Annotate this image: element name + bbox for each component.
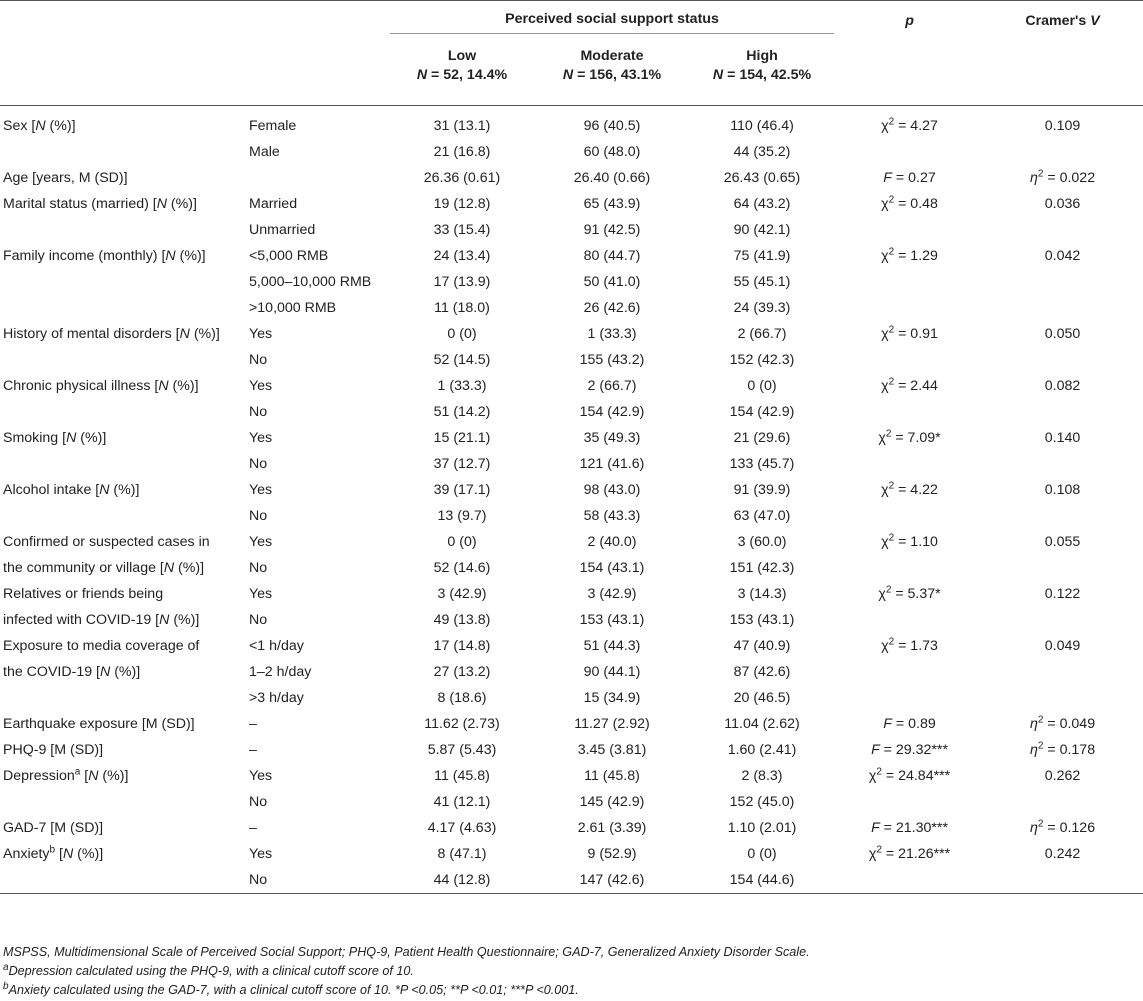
table-row [0, 191, 1143, 217]
row-category: Yes [249, 326, 273, 342]
row-category: No [249, 508, 268, 524]
cell-v: 0.108 [1044, 482, 1081, 498]
row-variable: Exposure to media coverage of [3, 638, 200, 654]
cell-low: 3 (42.9) [437, 586, 487, 602]
cell-v [982, 347, 1143, 373]
cell-low: 11.62 (2.73) [424, 716, 500, 732]
cell-high: 87 (42.6) [733, 664, 791, 680]
group-col-low [387, 37, 537, 106]
cell-p: $\chi^2 = 7.09*$ [878, 428, 941, 446]
cell-v: 0.082 [1044, 378, 1081, 394]
table-row [0, 399, 1143, 425]
cell-p [837, 139, 982, 165]
table-row [0, 373, 1143, 399]
row-variable [0, 295, 247, 321]
row-category: No [249, 456, 268, 472]
cell-v [982, 295, 1143, 321]
cell-high: 64 (43.2) [733, 196, 791, 212]
cell-moderate: 155 (43.2) [579, 352, 645, 368]
cell-high: 1.60 (2.41) [727, 742, 797, 758]
table-row [0, 841, 1143, 867]
row-variable: Relatives or friends being [3, 586, 164, 602]
row-category [247, 165, 387, 191]
cell-moderate: 26 (42.6) [583, 300, 641, 316]
row-variable: Family income (monthly) [N (%)] [3, 248, 206, 264]
cell-high: 110 (46.4) [687, 106, 837, 140]
row-variable [0, 685, 247, 711]
cell-moderate: 58 (43.3) [583, 508, 641, 524]
row-variable: infected with COVID-19 [N (%)] [3, 612, 200, 628]
row-variable: the community or village [N (%)] [3, 560, 205, 576]
table-row [0, 165, 1143, 191]
header-group [387, 1, 837, 38]
cell-high: 90 (42.1) [733, 222, 791, 238]
col-n: N = 156, 43.1% [562, 67, 662, 83]
cell-p: F = 0.27 [883, 170, 936, 186]
cell-low: 24 (13.4) [433, 248, 491, 264]
table-row [0, 659, 1143, 685]
cell-moderate: 11 (45.8) [584, 768, 640, 784]
cell-v: 0.055 [1044, 534, 1081, 550]
cell-p [837, 659, 982, 685]
col-name: High [746, 48, 778, 64]
col-name: Low [447, 48, 477, 64]
cell-high: 2 (66.7) [737, 326, 787, 342]
cell-moderate: 147 (42.6) [537, 867, 687, 894]
cell-high: 91 (39.9) [733, 482, 791, 498]
sub-blank [0, 37, 247, 106]
cell-moderate: 90 (44.1) [583, 664, 641, 680]
table-row [0, 347, 1143, 373]
cell-p [837, 399, 982, 425]
row-variable: GAD-7 [M (SD)] [3, 820, 104, 836]
row-variable [0, 139, 247, 165]
table-row [0, 607, 1143, 633]
cell-v [982, 659, 1143, 685]
col-name: Moderate [580, 48, 644, 64]
cell-high: 26.43 (0.65) [723, 170, 801, 186]
cell-low: 1 (33.3) [437, 378, 487, 394]
cell-high: 1.10 (2.01) [727, 820, 797, 836]
cell-high: 21 (29.6) [733, 430, 791, 446]
col-n: N = 52, 14.4% [416, 67, 508, 83]
row-category: >10,000 RMB [249, 300, 337, 316]
cell-v: $\eta^2 = 0.022$ [1029, 168, 1096, 186]
row-variable [0, 503, 247, 529]
cell-low: 49 (13.8) [433, 612, 491, 628]
row-variable: Confirmed or suspected cases in [3, 534, 210, 550]
cell-p [837, 347, 982, 373]
cell-p [837, 451, 982, 477]
cell-p: F = 21.30*** [871, 820, 948, 836]
cell-high: 11.04 (2.62) [724, 716, 800, 732]
header-blank [247, 1, 387, 38]
cell-v: 0.036 [1044, 196, 1081, 212]
table-row [0, 477, 1143, 503]
table-row [0, 581, 1143, 607]
header-blank [0, 1, 247, 38]
cell-high: 47 (40.9) [733, 638, 791, 654]
row-category: Yes [249, 586, 273, 602]
cell-high: 154 (44.6) [687, 867, 837, 894]
cell-p: $\chi^2 = 21.26***$ [868, 844, 951, 862]
cell-low: 0 (0) [447, 534, 477, 550]
group-label: Perceived social support status [390, 5, 834, 34]
table-row [0, 106, 1143, 140]
cell-v: 0.122 [1044, 586, 1081, 602]
cell-moderate: 2 (66.7) [587, 378, 637, 394]
cell-high: 75 (41.9) [733, 248, 791, 264]
group-col-high [687, 37, 837, 106]
table-row [0, 711, 1143, 737]
cell-moderate: 3.45 (3.81) [577, 742, 647, 758]
row-variable: the COVID-19 [N (%)] [3, 664, 141, 680]
row-variable: Alcohol intake [N (%)] [3, 482, 140, 498]
sub-blank [247, 37, 387, 106]
p-label: p [905, 13, 914, 29]
cell-low: 17 (14.8) [433, 638, 491, 654]
cell-low: 17 (13.9) [433, 274, 491, 290]
row-category: No [249, 352, 268, 368]
cell-high: 152 (42.3) [729, 352, 795, 368]
cell-moderate: 26.40 (0.66) [573, 170, 651, 186]
cell-moderate: 80 (44.7) [583, 248, 641, 264]
cell-v [982, 399, 1143, 425]
cell-p: $\chi^2 = 5.37*$ [878, 584, 941, 602]
cell-p: $\chi^2 = 4.27$ [837, 106, 982, 140]
table-row [0, 269, 1143, 295]
p-header [837, 1, 982, 106]
cell-low: 11 (18.0) [434, 300, 490, 316]
row-category: Female [247, 106, 387, 140]
cell-v: 0.049 [1044, 638, 1081, 654]
row-category: Yes [249, 846, 273, 862]
table-row [0, 737, 1143, 763]
row-category: Yes [249, 482, 273, 498]
cell-moderate: 91 (42.5) [583, 222, 641, 238]
cell-moderate: 1 (33.3) [587, 326, 637, 342]
table-row [0, 815, 1143, 841]
cell-v [982, 685, 1143, 711]
cell-low: 5.87 (5.43) [427, 742, 497, 758]
cell-low: 21 (16.8) [433, 144, 491, 160]
cell-moderate: 154 (43.1) [579, 560, 645, 576]
row-variable: History of mental disorders [N (%)] [3, 326, 220, 342]
cell-v: $\eta^2 = 0.049$ [1029, 714, 1096, 732]
cell-p: $\chi^2 = 24.84***$ [868, 766, 951, 784]
cell-low: 4.17 (4.63) [427, 820, 497, 836]
col-n: N = 154, 42.5% [712, 67, 812, 83]
cell-low: 15 (21.1) [433, 430, 491, 446]
table-row [0, 451, 1143, 477]
row-variable [0, 399, 247, 425]
row-variable [0, 217, 247, 243]
row-variable [0, 867, 247, 894]
row-variable [0, 451, 247, 477]
cell-p [837, 217, 982, 243]
cell-moderate: 121 (41.6) [579, 456, 645, 472]
cell-p [837, 867, 982, 894]
row-category: – [249, 820, 257, 836]
cell-high: 2 (8.3) [741, 768, 783, 784]
cell-low: 8 (47.1) [437, 846, 487, 862]
cell-p: F = 29.32*** [871, 742, 948, 758]
cell-v [982, 607, 1143, 633]
row-category: No [249, 794, 268, 810]
cell-p [837, 269, 982, 295]
row-variable [0, 789, 247, 815]
cell-low: 8 (18.6) [437, 690, 487, 706]
cell-moderate: 60 (48.0) [583, 144, 641, 160]
cell-v: $\eta^2 = 0.178$ [1029, 740, 1096, 758]
cell-high: 20 (46.5) [733, 690, 791, 706]
footnote-a: $^a$Depression calculated using the PHQ-9, with a clinical cutoff score of 10. [3, 961, 414, 978]
cell-p [837, 503, 982, 529]
cell-moderate: 50 (41.0) [583, 274, 641, 290]
cell-high: 0 (0) [747, 378, 777, 394]
row-category: <5,000 RMB [249, 248, 329, 264]
cell-high: 154 (42.9) [729, 404, 795, 420]
footnote-b: $^b$Anxiety calculated using the GAD-7, with a clinical cutoff score of 10. *P <0.05; **P <0.01; ***P <0.001. [3, 980, 579, 997]
cell-high: 63 (47.0) [733, 508, 791, 524]
cell-moderate: 65 (43.9) [583, 196, 641, 212]
row-category: Yes [249, 430, 273, 446]
cell-p: F = 0.89 [883, 716, 936, 732]
cell-high: 44 (35.2) [733, 144, 791, 160]
table-row [0, 295, 1143, 321]
row-variable [0, 347, 247, 373]
cell-moderate: 153 (43.1) [579, 612, 645, 628]
cell-low: 33 (15.4) [433, 222, 491, 238]
row-category: 1–2 h/day [249, 664, 312, 680]
cell-moderate: 2 (40.0) [587, 534, 637, 550]
row-category: No [249, 612, 268, 628]
cell-high: 55 (45.1) [733, 274, 791, 290]
cell-low: 26.36 (0.61) [423, 170, 501, 186]
row-category: Yes [249, 768, 273, 784]
row-variable: PHQ-9 [M (SD)] [3, 742, 104, 758]
cell-moderate: 51 (44.3) [583, 638, 641, 654]
row-category: Yes [249, 534, 273, 550]
row-category: No [249, 560, 268, 576]
cell-low: 11 (45.8) [434, 768, 490, 784]
cell-p [837, 555, 982, 581]
cell-low: 19 (12.8) [433, 196, 491, 212]
row-category: <1 h/day [249, 638, 304, 654]
cell-moderate: 145 (42.9) [579, 794, 645, 810]
row-category: 5,000–10,000 RMB [249, 274, 372, 290]
table-row [0, 529, 1143, 555]
table-row [0, 633, 1143, 659]
cell-low: 39 (17.1) [433, 482, 491, 498]
cell-low: 52 (14.6) [433, 560, 491, 576]
cell-high: 151 (42.3) [729, 560, 795, 576]
table-row [0, 555, 1143, 581]
row-category: No [249, 404, 268, 420]
cell-p: $\chi^2 = 0.48$ [881, 194, 938, 212]
cell-p: $\chi^2 = 4.22$ [881, 480, 938, 498]
cell-p [837, 789, 982, 815]
cell-moderate: 154 (42.9) [579, 404, 645, 420]
cell-high: 133 (45.7) [729, 456, 795, 472]
cell-p [837, 685, 982, 711]
row-variable: Smoking [N (%)] [3, 430, 107, 446]
row-variable: Earthquake exposure [M (SD)] [3, 716, 195, 732]
table-row [0, 503, 1143, 529]
cell-moderate: 96 (40.5) [537, 106, 687, 140]
table-row [0, 867, 1143, 894]
cell-moderate: 2.61 (3.39) [577, 820, 647, 836]
cell-v: 0.042 [1044, 248, 1081, 264]
cell-v [982, 555, 1143, 581]
row-category: No [247, 867, 387, 894]
cell-p: $\chi^2 = 1.29$ [881, 246, 938, 264]
cell-low: 44 (12.8) [387, 867, 537, 894]
cell-low: 13 (9.7) [437, 508, 487, 524]
cell-p [837, 295, 982, 321]
group-col-moderate [537, 37, 687, 106]
cell-moderate: 3 (42.9) [587, 586, 637, 602]
table-row [0, 139, 1143, 165]
table-row [0, 763, 1143, 789]
cell-high: 0 (0) [747, 846, 777, 862]
cell-moderate: 9 (52.9) [587, 846, 637, 862]
cell-v [982, 139, 1143, 165]
cell-v: 0.262 [1044, 768, 1081, 784]
cell-low: 37 (12.7) [433, 456, 491, 472]
cell-high: 152 (45.0) [729, 794, 795, 810]
cell-low: 27 (13.2) [433, 664, 491, 680]
row-category: Male [249, 144, 280, 160]
cell-p: $\chi^2 = 2.44$ [881, 376, 938, 394]
cell-moderate: 11.27 (2.92) [574, 716, 650, 732]
cell-v: 0.140 [1044, 430, 1081, 446]
cell-high: 3 (14.3) [737, 586, 787, 602]
cell-p [837, 607, 982, 633]
cell-high: 24 (39.3) [733, 300, 791, 316]
cell-low: 31 (13.1) [387, 106, 537, 140]
cell-low: 51 (14.2) [433, 404, 491, 420]
cell-low: 41 (12.1) [433, 794, 491, 810]
row-category: Married [249, 196, 298, 212]
table-row [0, 789, 1143, 815]
v-header: Cramer's V [982, 1, 1143, 106]
cell-v: 0.242 [1044, 846, 1081, 862]
cell-v: 0.050 [1044, 326, 1081, 342]
table-row [0, 243, 1143, 269]
row-variable: Chronic physical illness [N (%)] [3, 378, 199, 394]
cell-moderate: 35 (49.3) [583, 430, 641, 446]
row-category: >3 h/day [249, 690, 304, 706]
row-category: – [249, 742, 257, 758]
cell-low: 52 (14.5) [433, 352, 491, 368]
cell-v [982, 217, 1143, 243]
cell-high: 153 (43.1) [729, 612, 795, 628]
cell-p: $\chi^2 = 0.91$ [881, 324, 938, 342]
cell-v [982, 867, 1143, 894]
row-category: Yes [249, 378, 273, 394]
cell-v [982, 269, 1143, 295]
row-variable: Age [years, M (SD)] [3, 170, 128, 186]
footnote-abbrev: MSPSS, Multidimensional Scale of Perceived Social Support; PHQ-9, Patient Health Questionnaire; GAD-7, Generalized Anxiety Disorder Scale. [3, 945, 810, 959]
cell-v [982, 503, 1143, 529]
row-variable: Marital status (married) [N (%)] [3, 196, 197, 212]
table-row [0, 217, 1143, 243]
row-variable: Sex [N (%)] [0, 106, 247, 140]
cell-moderate: 15 (34.9) [583, 690, 641, 706]
cell-v [982, 451, 1143, 477]
cell-v: 0.109 [982, 106, 1143, 140]
row-variable: Anxiety$^b$ [N (%)] [3, 844, 104, 862]
table-row [0, 685, 1143, 711]
cell-v [982, 789, 1143, 815]
table-row [0, 425, 1143, 451]
row-category: Unmarried [249, 222, 316, 238]
cell-v: $\eta^2 = 0.126$ [1029, 818, 1096, 836]
cell-high: 3 (60.0) [737, 534, 787, 550]
row-variable: Depression$^a$ [N (%)] [3, 766, 129, 784]
row-category: – [249, 716, 257, 732]
cell-p: $\chi^2 = 1.73$ [881, 636, 938, 654]
cell-moderate: 98 (43.0) [583, 482, 641, 498]
table-row [0, 321, 1143, 347]
cell-low: 0 (0) [447, 326, 477, 342]
cell-p: $\chi^2 = 1.10$ [881, 532, 938, 550]
row-variable [0, 269, 247, 295]
